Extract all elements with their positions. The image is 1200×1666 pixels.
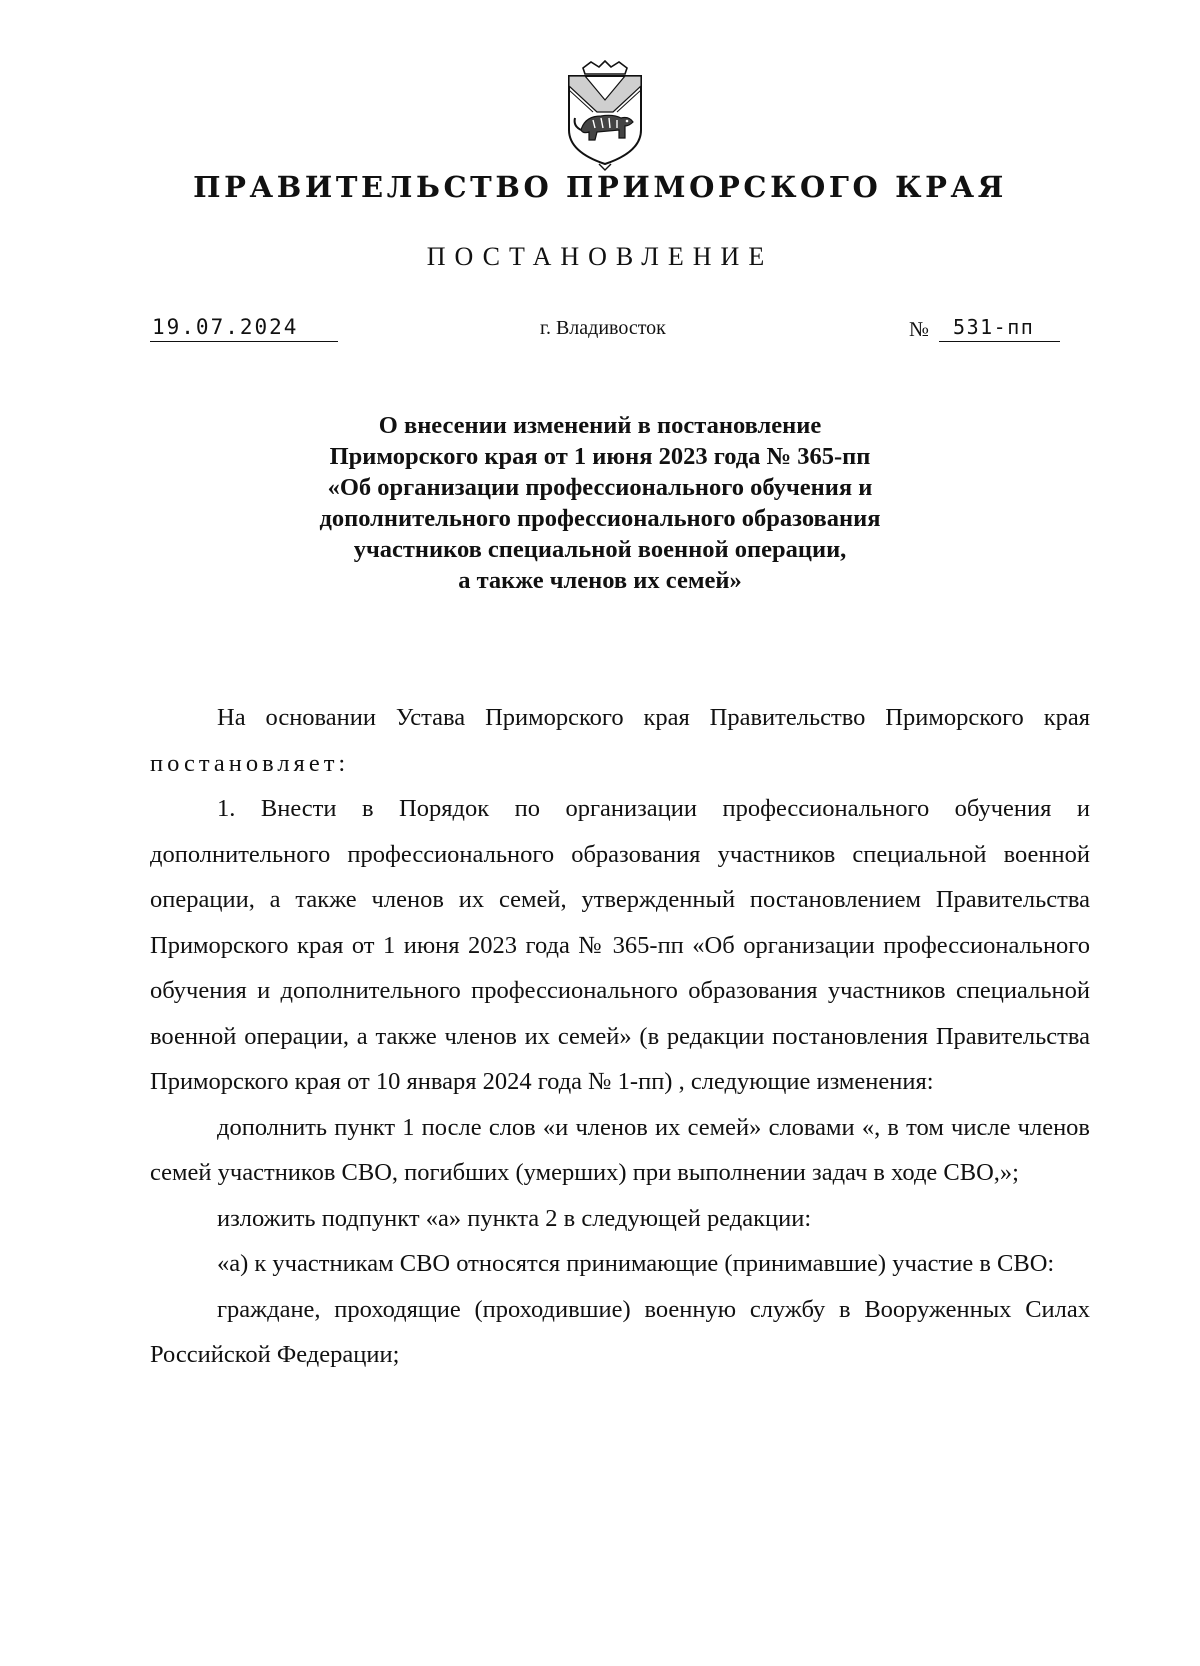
document-number-value: 531-пп <box>939 315 1060 342</box>
body-paragraph: изложить подпункт «а» пункта 2 в следующей редакции: <box>217 1204 812 1232</box>
subject-line: а также членов их семей» <box>458 567 742 594</box>
body-paragraph: граждане, проходящие (проходившие) военную службу в Вооруженных Силах Российской Федерации; <box>150 1295 1090 1368</box>
government-title: ПРАВИТЕЛЬСТВО ПРИМОРСКОГО КРАЯ <box>193 170 1007 204</box>
subject-line: дополнительного профессионального образования <box>319 505 881 532</box>
subject-line: «Об организации профессионального обучения и <box>327 474 873 501</box>
preamble-text: На основании Устава Приморского края Правительство Приморского края <box>217 704 1090 731</box>
preamble-paragraph <box>150 695 1090 786</box>
subject-line: О внесении изменений в постановление <box>378 412 822 439</box>
document-meta-row <box>0 315 1200 355</box>
document-subject <box>0 410 1200 596</box>
body-paragraph: 1. Внести в Порядок по организации профессионального обучения и дополнительного профессионального образования участников специальной военной операции, а также членов их семей, утвержденный постановлением Правительства Приморского края от 1 июня 2023 года № 365-пп «Об организации профессионального обучения и дополнительного профессионального образования участников специальной военной операции, а также членов их семей» (в редакции постановления Правительства Приморского края от 10 января 2024 года № 1-пп) , следующие изменения: <box>150 795 1090 1095</box>
subject-line: участников специальной военной операции, <box>353 536 847 563</box>
decree-verb: постановляет <box>150 749 339 777</box>
document-date: 19.07.2024 <box>150 315 338 342</box>
document-number <box>909 315 1060 342</box>
document-body <box>150 695 1090 1378</box>
document-city: г. Владивосток <box>540 317 666 339</box>
body-paragraph: «а) к участникам СВО относятся принимающие (принимавшие) участие в СВО: <box>217 1250 1055 1277</box>
number-sign: № <box>909 317 930 341</box>
document-type: ПОСТАНОВЛЕНИЕ <box>426 242 774 271</box>
subject-line: Приморского края от 1 июня 2023 года № 365-пп <box>329 443 871 470</box>
body-paragraph: дополнить пункт 1 после слов «и членов их семей» словами «, в том числе членов семей участников СВО, погибших (умерших) при выполнении задач в ходе СВО,»; <box>150 1113 1090 1186</box>
primorsky-coat-of-arms-icon <box>563 60 647 172</box>
preamble-colon: : <box>338 749 346 777</box>
